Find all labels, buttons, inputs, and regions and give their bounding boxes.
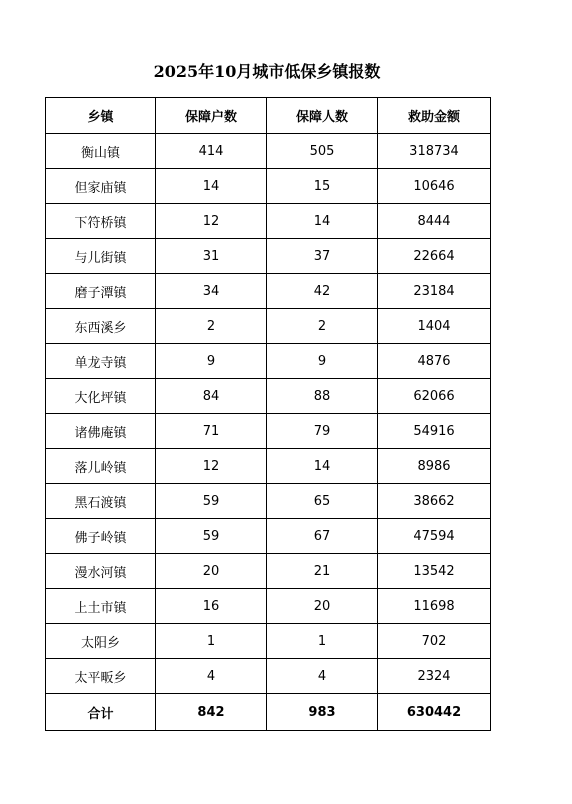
total-households: 842	[156, 694, 267, 731]
people-cell: 14	[267, 204, 378, 239]
households-cell: 31	[156, 239, 267, 274]
people-cell: 2	[267, 309, 378, 344]
table-row	[46, 134, 491, 169]
table-header-row	[46, 98, 491, 134]
total-amount: 630442	[378, 694, 491, 731]
people-cell: 88	[267, 379, 378, 414]
total-label: 合计	[46, 694, 156, 731]
amount-cell: 702	[378, 624, 491, 659]
report-table	[45, 97, 491, 731]
header-amount: 救助金额	[378, 98, 491, 134]
table-row	[46, 274, 491, 309]
people-cell: 15	[267, 169, 378, 204]
table-row	[46, 239, 491, 274]
township-cell: 与儿街镇	[46, 239, 156, 274]
table-row	[46, 169, 491, 204]
table-row	[46, 484, 491, 519]
township-cell: 漫水河镇	[46, 554, 156, 589]
households-cell: 14	[156, 169, 267, 204]
people-cell: 505	[267, 134, 378, 169]
township-cell: 东西溪乡	[46, 309, 156, 344]
people-cell: 79	[267, 414, 378, 449]
households-cell: 12	[156, 204, 267, 239]
township-cell: 单龙寺镇	[46, 344, 156, 379]
people-cell: 37	[267, 239, 378, 274]
header-township: 乡镇	[46, 98, 156, 134]
households-cell: 20	[156, 554, 267, 589]
households-cell: 16	[156, 589, 267, 624]
households-cell: 12	[156, 449, 267, 484]
table-row	[46, 519, 491, 554]
header-people: 保障人数	[267, 98, 378, 134]
amount-cell: 318734	[378, 134, 491, 169]
people-cell: 65	[267, 484, 378, 519]
total-row	[46, 694, 491, 731]
township-cell: 衡山镇	[46, 134, 156, 169]
table-row	[46, 659, 491, 694]
table-row	[46, 624, 491, 659]
township-cell: 佛子岭镇	[46, 519, 156, 554]
amount-cell: 1404	[378, 309, 491, 344]
amount-cell: 47594	[378, 519, 491, 554]
amount-cell: 22664	[378, 239, 491, 274]
amount-cell: 8986	[378, 449, 491, 484]
township-cell: 下符桥镇	[46, 204, 156, 239]
table-row	[46, 589, 491, 624]
township-cell: 上土市镇	[46, 589, 156, 624]
page-title: 2025年10月城市低保乡镇报数	[153, 62, 381, 81]
amount-cell: 8444	[378, 204, 491, 239]
households-cell: 71	[156, 414, 267, 449]
township-cell: 大化坪镇	[46, 379, 156, 414]
people-cell: 9	[267, 344, 378, 379]
households-cell: 4	[156, 659, 267, 694]
people-cell: 67	[267, 519, 378, 554]
township-cell: 太平畈乡	[46, 659, 156, 694]
households-cell: 414	[156, 134, 267, 169]
amount-cell: 2324	[378, 659, 491, 694]
amount-cell: 10646	[378, 169, 491, 204]
table-row	[46, 344, 491, 379]
households-cell: 34	[156, 274, 267, 309]
amount-cell: 23184	[378, 274, 491, 309]
table-row	[46, 449, 491, 484]
people-cell: 20	[267, 589, 378, 624]
households-cell: 1	[156, 624, 267, 659]
township-cell: 黑石渡镇	[46, 484, 156, 519]
table-row	[46, 554, 491, 589]
township-cell: 但家庙镇	[46, 169, 156, 204]
township-cell: 磨子潭镇	[46, 274, 156, 309]
households-cell: 84	[156, 379, 267, 414]
households-cell: 59	[156, 484, 267, 519]
header-households: 保障户数	[156, 98, 267, 134]
people-cell: 4	[267, 659, 378, 694]
amount-cell: 54916	[378, 414, 491, 449]
people-cell: 21	[267, 554, 378, 589]
table-row	[46, 379, 491, 414]
township-cell: 太阳乡	[46, 624, 156, 659]
households-cell: 59	[156, 519, 267, 554]
amount-cell: 62066	[378, 379, 491, 414]
amount-cell: 38662	[378, 484, 491, 519]
table-row	[46, 204, 491, 239]
total-people: 983	[267, 694, 378, 731]
households-cell: 2	[156, 309, 267, 344]
amount-cell: 4876	[378, 344, 491, 379]
people-cell: 42	[267, 274, 378, 309]
households-cell: 9	[156, 344, 267, 379]
township-cell: 落儿岭镇	[46, 449, 156, 484]
table-row	[46, 309, 491, 344]
amount-cell: 13542	[378, 554, 491, 589]
amount-cell: 11698	[378, 589, 491, 624]
people-cell: 1	[267, 624, 378, 659]
table-row	[46, 414, 491, 449]
people-cell: 14	[267, 449, 378, 484]
township-cell: 诸佛庵镇	[46, 414, 156, 449]
